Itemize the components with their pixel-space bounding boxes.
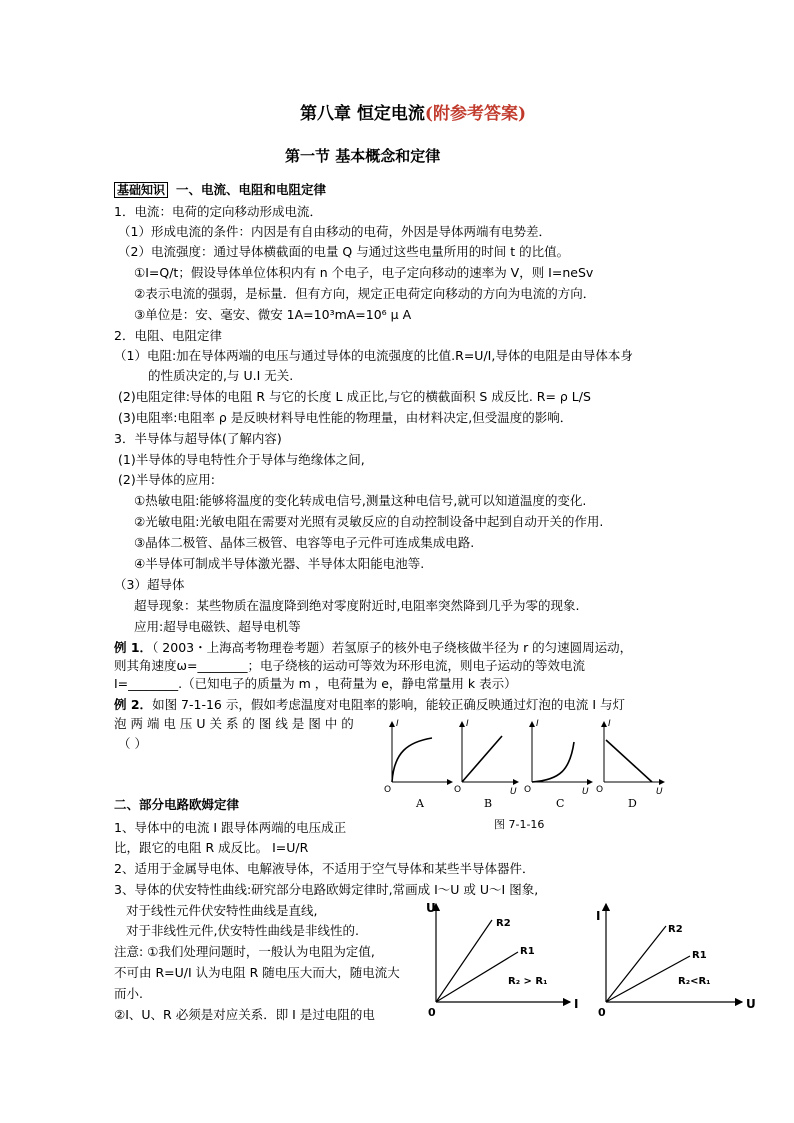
graph-u-i-r2-line (436, 920, 492, 1002)
line-18: ④半导体可制成半导体激光器、半导体太阳能电池等. (134, 556, 425, 571)
line-17: ③晶体二极管、晶体三极管、电容等电子元件可连成集成电路. (134, 535, 475, 550)
line-13: (1)半导体的导电特性介于导体与绝缘体之间, (118, 452, 365, 467)
graph-i-u-r2-line (606, 926, 666, 1002)
line-19: （3）超导体 (114, 577, 185, 592)
graph-b-line (462, 736, 502, 782)
line-21: 应用:超导电磁铁、超导电机等 (134, 619, 301, 634)
line-16: ②光敏电阻:光敏电阻在需要对光照有灵敏反应的自动控制设备中起到自动开关的作用. (134, 514, 604, 529)
example-1-line-1 (114, 640, 632, 656)
line-3: （2）电流强度：通过导体横截面的电量 Q 与通过这些电量所用的时间 t 的比值。 (118, 244, 570, 259)
chapter-title-main: 第八章 恒定电流 (300, 104, 425, 124)
graph-a (384, 719, 452, 810)
graph-d (596, 719, 664, 810)
figure-7-1-16-caption: 图 7-1-16 (494, 818, 545, 831)
line-7: 2．电阻、电阻定律 (114, 328, 222, 343)
graph-c-x-label: U (582, 787, 589, 797)
example-1-line-3: I=________.（已知电子的质量为 m ，电荷量为 e，静电常量用 k 表示） (114, 676, 517, 691)
graph-b (454, 719, 518, 810)
line-9: 的性质决定的,与 U.I 无关. (148, 368, 294, 383)
line-15: ①热敏电阻:能够将温度的变化转成电信号,测量这种电信号,就可以知道温度的变化. (134, 493, 587, 508)
graph-a-y-label: I (396, 719, 399, 729)
ohm-line-4: 3、导体的伏安特性曲线:研究部分电路欧姆定律时,常画成 I～U 或 U～I 图象, (114, 882, 539, 897)
graph-u-i-origin: 0 (428, 1006, 436, 1019)
graph-d-y-label: I (608, 719, 611, 729)
example-2-line-3: （ ） (118, 736, 147, 751)
section-title: 第一节 基本概念和定律 (285, 147, 441, 165)
example-2-label: 例 2． (114, 697, 153, 712)
line-1: 1．电流：电荷的定向移动形成电流． (114, 204, 322, 219)
heading-1: 一、电流、电阻和电阻定律 (176, 182, 327, 197)
heading-1-row (114, 182, 326, 198)
line-12: 3．半导体与超导体(了解内容) (114, 431, 282, 446)
graph-u-i (426, 901, 578, 1019)
ohm-line-3: 2、适用于金属导电体、电解液导体，不适用于空气导体和某些半导体器件． (114, 861, 535, 876)
graph-a-origin: O (384, 785, 392, 795)
line-8: （1）电阻:加在导体两端的电压与通过导体的电流强度的比值.R=U/I,导体的电阻是由导体本身 (114, 348, 633, 363)
graph-u-i-y-label: U (426, 901, 436, 915)
example-1-text-1: （ 2003・上海高考物理卷考题）若氢原子的核外电子绕核做半径为 r 的匀速圆周运动， (152, 640, 633, 655)
figure-7-1-16 (370, 710, 690, 810)
graph-b-letter: B (484, 797, 493, 810)
line-6: ③单位是：安、毫安、微安 1A=10³mA=10⁶ μ A (134, 307, 412, 322)
figure-vi-characteristics (420, 898, 780, 1023)
ohm-line-9: 而小. (114, 986, 143, 1001)
line-20: 超导现象：某些物质在温度降到绝对零度附近时,电阻率突然降到几乎为零的现象. (134, 598, 580, 613)
graph-i-u (596, 904, 756, 1019)
graph-d-letter: D (628, 797, 637, 810)
graph-i-u-x-label: U (746, 997, 756, 1011)
graph-c-letter: C (556, 797, 565, 810)
chapter-title-suffix: (附参考答案) (424, 104, 527, 124)
graph-u-i-r1-label: R1 (520, 946, 535, 957)
line-10: (2)电阻定律:导体的电阻 R 与它的长度 L 成正比,与它的横截面积 S 成反比. R= ρ L/S (118, 389, 591, 404)
example-1-line-2: 则其角速度ω=________；电子绕核的运动可等效为环形电流，则电子运动的等效电流 (114, 658, 585, 673)
graph-b-y-label: I (466, 719, 469, 729)
graph-b-x-label: U (510, 787, 517, 797)
chapter-title (300, 106, 526, 122)
graph-u-i-x-label: I (574, 997, 579, 1011)
graph-i-u-r1-label: R1 (692, 950, 707, 961)
example-2-line-2: 泡 两 端 电 压 U 关 系 的 图 线 是 图 中 的 (114, 716, 354, 731)
line-5: ②表示电流的强弱，是标量．但有方向，规定正电荷定向移动的方向为电流的方向． (134, 286, 596, 301)
graph-i-u-r2-label: R2 (668, 924, 683, 935)
graph-a-curve (392, 738, 432, 782)
graph-u-i-r1-line (436, 952, 518, 1002)
graph-i-u-y-label: I (596, 909, 601, 923)
ohm-line-2: 比，跟它的电阻 R 成反比。 I=U/R (114, 840, 309, 855)
basics-tag: 基础知识 (114, 182, 168, 198)
line-11: (3)电阻率:电阻率 ρ 是反映材料导电性能的物理量，由材料决定,但受温度的影响． (118, 410, 573, 425)
ohm-line-8: 不可由 R=U/I 认为电阻 R 随电压大而大，随电流大 (114, 965, 400, 980)
example-1-label: 例 1． (114, 640, 153, 655)
line-4: ①I=Q/t；假设导体单位体积内有 n 个电子，电子定向移动的速率为 V，则 I=neSv (134, 265, 594, 280)
ohm-line-1: 1、导体中的电流 I 跟导体两端的电压成正 (114, 820, 347, 835)
example-2-text-1: 如图 7-1-16 示，假如考虑温度对电阻率的影响，能较正确反映通过灯泡的电流 I 与灯 (152, 697, 625, 712)
graph-i-u-origin: 0 (598, 1006, 606, 1019)
graph-i-u-relation: R₂<R₁ (678, 976, 711, 987)
line-2: （1）形成电流的条件：内因是有自由移动的电荷，外因是导体两端有电势差． (118, 224, 551, 239)
ohm-line-5: 对于线性元件伏安特性曲线是直线, (126, 903, 318, 918)
graph-d-x-label: U (656, 787, 663, 797)
line-14: (2)半导体的应用: (118, 472, 215, 487)
graph-c-y-label: I (536, 719, 539, 729)
ohm-line-10: ②I、U、R 必须是对应关系．即 I 是过电阻的电 (114, 1007, 375, 1022)
graph-d-origin: O (596, 785, 604, 795)
graph-u-i-relation: R₂ > R₁ (508, 976, 548, 987)
graph-d-line (606, 740, 652, 782)
graph-a-letter: A (416, 797, 424, 810)
graph-b-origin: O (454, 785, 462, 795)
heading-2: 二、部分电路欧姆定律 (114, 797, 240, 812)
graph-u-i-r2-label: R2 (496, 918, 511, 929)
graph-c-origin: O (524, 785, 532, 795)
ohm-line-6: 对于非线性元件,伏安特性曲线是非线性的. (126, 923, 359, 938)
graph-c-curve (532, 742, 574, 782)
graph-c (524, 719, 592, 810)
ohm-line-7: 注意: ①我们处理问题时，一般认为电阻为定值, (114, 944, 375, 959)
